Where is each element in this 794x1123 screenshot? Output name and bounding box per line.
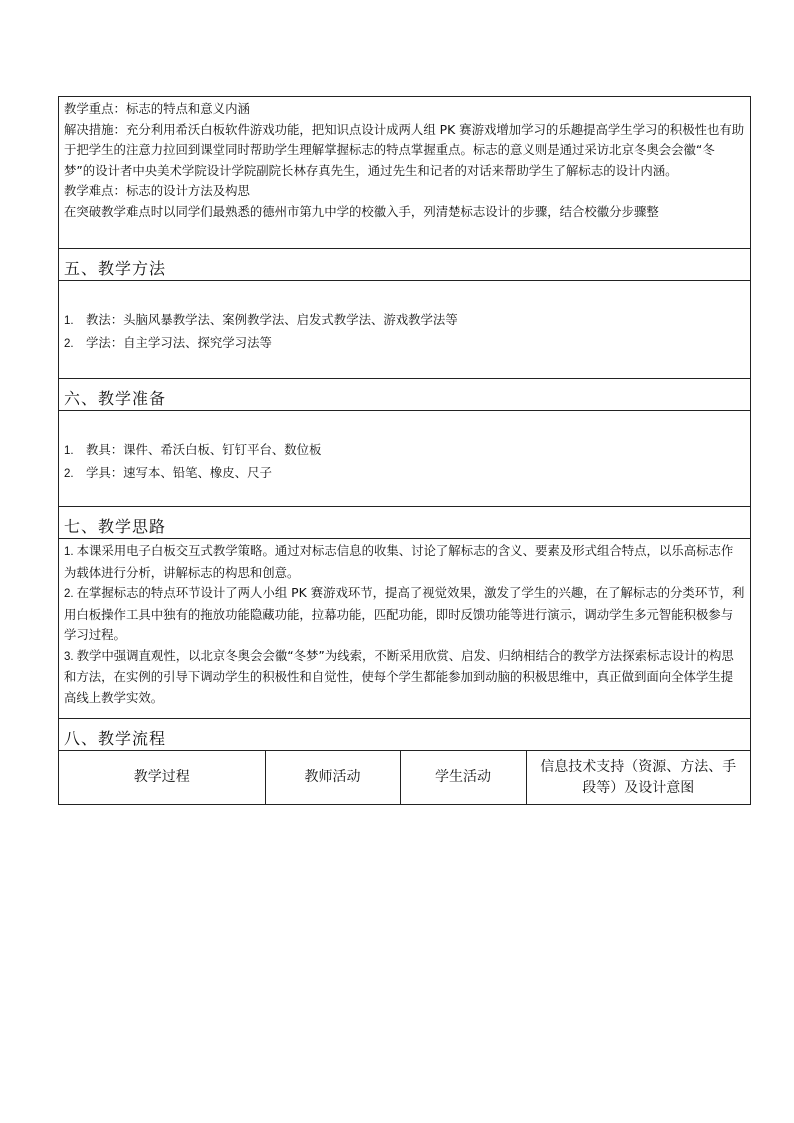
approach-text-block	[59, 539, 750, 708]
column-header: 信息技术支持（资源、方法、手段等）及设计意图	[526, 751, 750, 804]
approach-paragraph: 2. 在掌握标志的特点环节设计了两人小组 PK 赛游戏环节，提高了视觉效果，激发了学生的兴趣，在了解标志的分类环节，利用白板操作工具中独有的拖放功能隐藏功能，拉幕功能，匹配功能，即时反馈功能等进行演示，调动学生多元智能积极参与学习过程。	[64, 585, 745, 642]
column-header: 学生活动	[400, 751, 526, 804]
list-item: 1. 教法：头脑风暴教学法、案例教学法、启发式教学法、游戏教学法等	[64, 312, 458, 327]
list-item: 2. 学具：速写本、铅笔、橡皮、尺子	[64, 465, 272, 480]
focus-line: 教学重点：标志的特点和意义内涵	[64, 101, 250, 116]
approach-paragraph: 3. 教学中强调直观性，以北京冬奥会会徽“冬梦”为线索，不断采用欣赏、启发、归纳相结合的教学方法探索标志设计的构思和方法，在实例的引导下调动学生的积极性和自觉性，使每个学生都能参加到动脑的积极思维中，真正做到面向全体学生提高线上教学实效。	[64, 647, 734, 705]
column-header: 教学过程	[133, 769, 190, 785]
focus-text-block	[59, 97, 750, 247]
approach-paragraph: 1. 本课采用电子白板交互式教学策略。通过对标志信息的收集、讨论了解标志的含义、要素及形式组合特点，以乐高标志作为载体进行分析，讲解标志的构思和创意。	[64, 543, 734, 580]
column-header: 教师活动	[265, 751, 400, 804]
section-heading-methods: 五、教学方法	[58, 248, 751, 280]
flow-table	[59, 751, 750, 804]
focus-section	[58, 96, 751, 248]
approach-section	[58, 538, 751, 718]
lesson-plan-document	[58, 96, 751, 805]
table-header-row	[59, 751, 750, 804]
section-heading-preparation: 六、教学准备	[58, 378, 751, 410]
methods-section	[58, 280, 751, 378]
section-heading-approach: 七、教学思路	[58, 506, 751, 538]
preparation-list	[59, 411, 750, 485]
list-item: 2. 学法：自主学习法、探究学习法等	[64, 335, 272, 350]
section-heading-flow: 八、教学流程	[58, 718, 751, 750]
methods-list	[59, 281, 750, 355]
focus-line: 在突破教学难点时以同学们最熟悉的德州市第九中学的校徽入手，列清楚标志设计的步骤，结合校徽分步骤整	[64, 203, 659, 219]
focus-line: 教学难点：标志的设计方法及构思	[64, 183, 250, 198]
flow-table-container	[58, 750, 751, 805]
list-item: 1. 教具：课件、希沃白板、钉钉平台、数位板	[64, 442, 322, 457]
focus-line: 解决措施：充分利用希沃白板软件游戏功能，把知识点设计成两人组 PK 赛游戏增加学习的乐趣提高学生学习的积极性也有助于把学生的注意力拉回到课堂同时帮助学生理解掌握标志的特点掌握重点。标志的意义则是通过采访北京冬奥会会徽“冬梦”的设计者中央美术学院设计学院副院长林存真先生，通过先生和记者的对话来帮助学生了解标志的设计内涵。	[64, 121, 745, 178]
preparation-section	[58, 410, 751, 506]
